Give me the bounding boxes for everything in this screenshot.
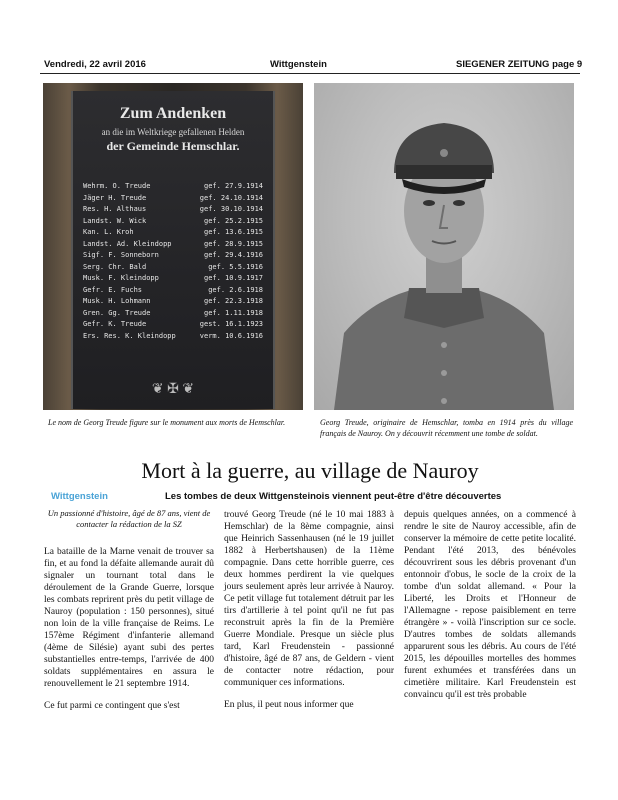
plaque-soldier-name: Landst. W. Wick xyxy=(83,216,147,225)
header-rule xyxy=(40,73,580,74)
paragraph: Ce fut parmi ce contingent que s'est xyxy=(44,701,180,711)
paragraph: depuis quelques années, on a commencé à rendre le site de Nauroy accessible, afin de conserver la mémoire de cette petite localité. Pendant l'été 2013, des bénévoles découvrirent sous les débris provenant d'un entonnoir d'obus, le socle de la croix de la tombe d'un soldat allemand. « Pour la Liberté, les Droits et l'Honneur de l'Allemagne - repose paisiblement en terre étrangère » - voilà l'inscription sur ce socle. D'autres tombes de soldats allemands apparurent sous les débris. Au cours de l'été 2015, les dépouilles mortelles des hommes furent exhumées et transférées dans un cimetière militaire. Karl Freudenstein est convaincu qu'il est très probable xyxy=(404,510,576,700)
soldier-portrait-photo xyxy=(314,83,574,410)
plaque-row xyxy=(83,319,263,331)
plaque-soldier-name: Musk. F. Kleindopp xyxy=(83,274,159,282)
wreath-ornament-icon: ❦ ✠ ❦ xyxy=(151,382,195,397)
plaque-row xyxy=(83,227,263,239)
plaque-death-date: gef. 10.9.1917 xyxy=(203,274,263,282)
plaque-municipality: der Gemeinde Hemschlar. xyxy=(106,139,240,153)
plaque-row xyxy=(83,296,263,308)
memorial-photo xyxy=(43,83,303,410)
plaque-row xyxy=(83,262,263,274)
plaque-soldier-name: Serg. Chr. Bald xyxy=(83,262,147,271)
plaque-death-date: gef. 5.5.1916 xyxy=(208,262,263,271)
plaque-death-date: gest. 16.1.1923 xyxy=(199,320,263,328)
plaque-soldier-name: Gefr. K. Treude xyxy=(83,320,147,328)
plaque-soldier-name: Jäger H. Treude xyxy=(83,193,147,202)
plaque-soldier-name: Gren. Gg. Treude xyxy=(83,308,151,317)
plaque-row xyxy=(83,193,263,205)
plaque-title: Zum Andenken xyxy=(119,105,227,122)
plaque-row xyxy=(83,308,263,320)
plaque-row xyxy=(83,250,263,262)
plaque-death-date: gef. 28.9.1915 xyxy=(203,239,263,248)
article-headline: Mort à la guerre, au village de Nauroy xyxy=(141,458,479,483)
plaque-row xyxy=(83,216,263,228)
paragraph: La bataille de la Marne venait de trouver sa fin, et au fond la défaite allemande aurait dû signaler un tournant total dans le déroulement de la Grande Guerre, lorsque les combats reprirent près du petit village de Nauroy (population : 150 personnes), situé non loin de la ville française de Reims. Le 157ème Régiment d'infanterie allemand (4ème de Silésie) ayant subi des pertes substantielles entre-temps, l'arrivée de 400 soldats supplémentaires en assura le renouvellement le 21 septembre 1914. xyxy=(44,547,214,689)
header-date: Vendredi, 22 avril 2016 xyxy=(44,59,146,70)
plaque-subtitle: an die im Weltkriege gefallenen Helden xyxy=(101,127,245,137)
caption-memorial: Le nom de Georg Treude figure sur le monument aux morts de Hemschlar. xyxy=(48,418,286,427)
plaque-row xyxy=(83,331,263,343)
soldier-portrait-illustration xyxy=(314,83,574,410)
plaque-soldier-name: Wehrm. O. Treude xyxy=(83,182,151,190)
plaque-soldier-name: Gefr. E. Fuchs xyxy=(83,285,143,294)
plaque-soldier-name: Res. H. Althaus xyxy=(83,205,147,213)
plaque-row xyxy=(83,273,263,285)
section-label: Wittgenstein xyxy=(51,491,108,502)
plaque-death-date: gef. 29.4.1916 xyxy=(203,251,263,259)
plaque-death-date: gef. 13.6.1915 xyxy=(203,228,263,236)
header-place: Wittgenstein xyxy=(270,59,327,70)
header-newspaper: SIEGENER ZEITUNG page 9 xyxy=(456,59,583,70)
article-column-2 xyxy=(224,509,394,721)
plaque-name-list xyxy=(83,181,263,342)
plaque-soldier-name: Sigf. F. Sonneborn xyxy=(83,251,159,259)
plaque-soldier-name: Kan. L. Kroh xyxy=(83,228,134,236)
plaque-death-date: verm. 10.6.1916 xyxy=(199,331,263,340)
plaque-row xyxy=(83,181,263,193)
plaque-death-date: gef. 2.6.1918 xyxy=(208,285,263,294)
plaque-soldier-name: Musk. H. Lohmann xyxy=(83,297,151,305)
paragraph: trouvé Georg Treude (né le 10 mai 1883 à Hemschlar) de la 8ème compagnie, ainsi que Heinrich Sassenhausen (né le 19 juillet 1882 à Herbertshausen) de la 11ème compagnie. Dans cette horrible guerre, ces deux hommes perdirent la vie quelques jours seulement après leur arrivée à Nauroy. Ce petit village fut totalement détruit par les tirs d'artillerie à tel point qu'il ne fut pas reconstruit après la fin de la Première Guerre Mondiale. Presque un siècle plus tard, Karl Freudenstein - passionné d'histoire, âgé de 87 ans, de Geldern - vient de contacter notre rédaction, pour communiquer ces informations. xyxy=(224,510,394,688)
caption-portrait: Georg Treude, originaire de Hemschlar, tomba en 1914 près du village français de Nauroy. On y découvrit récemment une tombe de soldat. xyxy=(320,418,573,438)
plaque-row xyxy=(83,285,263,297)
plaque-row xyxy=(83,239,263,251)
plaque-death-date: gef. 30.10.1914 xyxy=(199,205,263,213)
plaque-death-date: gef. 1.11.1918 xyxy=(203,308,263,317)
article-column-1 xyxy=(44,546,214,722)
plaque-death-date: gef. 22.3.1918 xyxy=(203,297,263,305)
article-intro: Un passionné d'histoire, âgé de 87 ans, vient de contacter la rédaction de la SZ xyxy=(47,508,211,529)
plaque-death-date: gef. 24.10.1914 xyxy=(199,193,263,202)
plaque-death-date: gef. 27.9.1914 xyxy=(203,182,263,190)
article-column-3 xyxy=(404,509,576,711)
plaque-soldier-name: Ers. Res. K. Kleindopp xyxy=(83,331,176,340)
memorial-plaque xyxy=(71,91,275,409)
paragraph: En plus, il peut nous informer que xyxy=(224,700,354,710)
plaque-soldier-name: Landst. Ad. Kleindopp xyxy=(83,239,172,248)
plaque-death-date: gef. 25.2.1915 xyxy=(203,216,263,225)
plaque-row xyxy=(83,204,263,216)
article-subheadline: Les tombes de deux Wittgensteinois viennent peut-être d'être découvertes xyxy=(165,491,502,502)
